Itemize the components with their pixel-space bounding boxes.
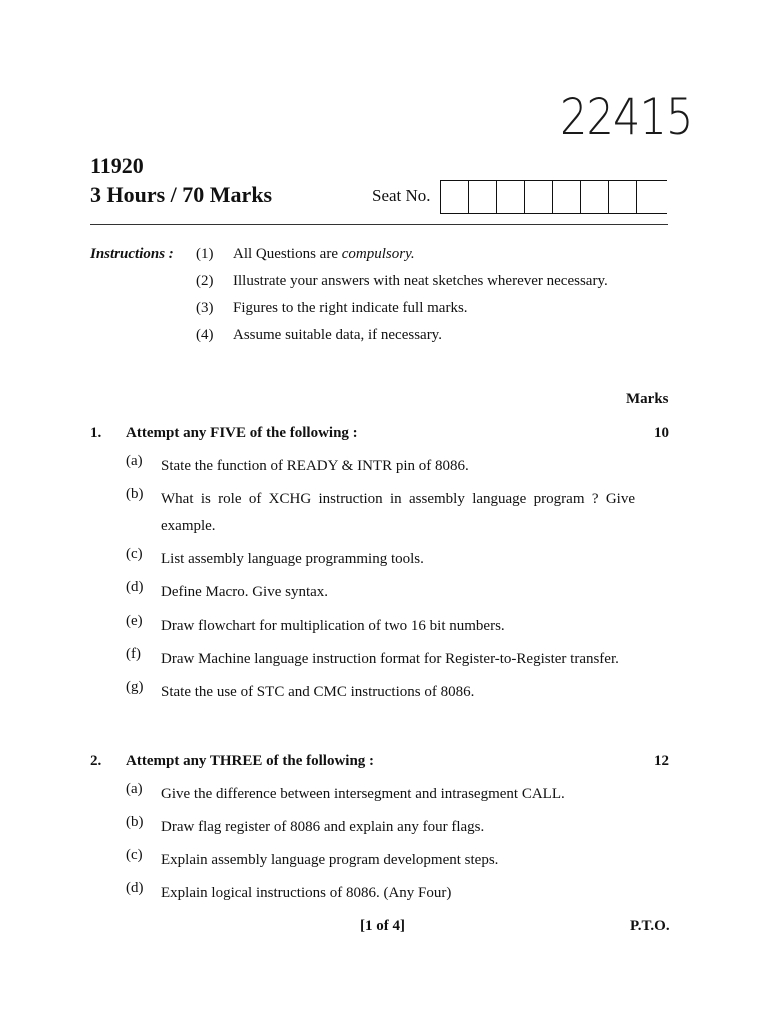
- question-number: 2.: [90, 753, 102, 769]
- seat-number-box[interactable]: [609, 181, 637, 213]
- sub-question-text: Draw flowchart for multiplication of two 16 bit numbers.: [161, 618, 505, 634]
- paper-code: 22415: [560, 88, 693, 146]
- instruction-text: Figures to the right indicate full marks.: [233, 300, 468, 316]
- instruction-text: Illustrate your answers with neat sketches wherever necessary.: [233, 273, 608, 289]
- sub-question-label: (f): [126, 646, 141, 662]
- sub-question-label: (b): [126, 814, 144, 830]
- seat-number-box[interactable]: [581, 181, 609, 213]
- page-indicator: [1 of 4]: [360, 918, 405, 934]
- seat-number-box[interactable]: [497, 181, 525, 213]
- question-title: Attempt any THREE of the following :: [126, 753, 375, 769]
- seat-number-boxes[interactable]: [440, 180, 667, 214]
- sub-question-text: Give the difference between intersegment and intrasegment CALL.: [161, 786, 565, 802]
- seat-number-box[interactable]: [637, 181, 667, 213]
- seat-number-box[interactable]: [525, 181, 553, 213]
- sub-question-label: (g): [126, 679, 144, 695]
- sub-question-label: (d): [126, 880, 144, 896]
- please-turn-over: P.T.O.: [630, 918, 670, 934]
- sub-question-text: What is role of XCHG instruction in assembly language program ? Give example.: [161, 491, 635, 534]
- sub-question-text: State the use of STC and CMC instructions of 8086.: [161, 684, 475, 700]
- instruction-number: (3): [196, 300, 214, 316]
- instructions-label: Instructions :: [90, 246, 174, 262]
- sub-question-label: (c): [126, 847, 143, 863]
- sub-question-text: List assembly language programming tools.: [161, 551, 424, 567]
- exam-code: 11920: [90, 153, 144, 178]
- instruction-text: [233, 246, 415, 263]
- instruction-text-plain: All Questions are: [233, 246, 342, 262]
- sub-question-text: Draw Machine language instruction format for Register-to-Register transfer.: [161, 651, 619, 667]
- sub-question-label: (c): [126, 546, 143, 562]
- seat-number-box[interactable]: [441, 181, 469, 213]
- duration-marks: 3 Hours / 70 Marks: [90, 182, 273, 207]
- sub-question-label: (a): [126, 781, 143, 797]
- instruction-number: (1): [196, 246, 214, 262]
- sub-question-text: Define Macro. Give syntax.: [161, 584, 329, 600]
- marks-column-heading: Marks: [626, 391, 669, 407]
- seat-number-box[interactable]: [469, 181, 497, 213]
- instruction-text-emphasis: compulsory.: [341, 246, 415, 262]
- sub-question-label: (b): [126, 486, 144, 502]
- question-number: 1.: [90, 425, 102, 441]
- sub-question-text: Explain logical instructions of 8086. (Any Four): [161, 885, 452, 901]
- sub-question-label: (e): [126, 613, 143, 629]
- seat-number-box[interactable]: [553, 181, 581, 213]
- question-marks: 10: [654, 425, 669, 441]
- instruction-number: (2): [196, 273, 214, 289]
- sub-question-text: Explain assembly language program development steps.: [161, 852, 499, 868]
- question-title: Attempt any FIVE of the following :: [126, 425, 358, 441]
- sub-question-label: (a): [126, 453, 143, 469]
- sub-question-text: State the function of READY & INTR pin of 8086.: [161, 458, 469, 474]
- instruction-number: (4): [196, 327, 214, 343]
- seat-number-label: Seat No.: [372, 186, 431, 205]
- question-marks: 12: [654, 753, 669, 769]
- sub-question-label: (d): [126, 579, 144, 595]
- sub-question-text: Draw flag register of 8086 and explain any four flags.: [161, 819, 485, 835]
- header-divider: [90, 224, 668, 225]
- instruction-text: Assume suitable data, if necessary.: [233, 327, 442, 343]
